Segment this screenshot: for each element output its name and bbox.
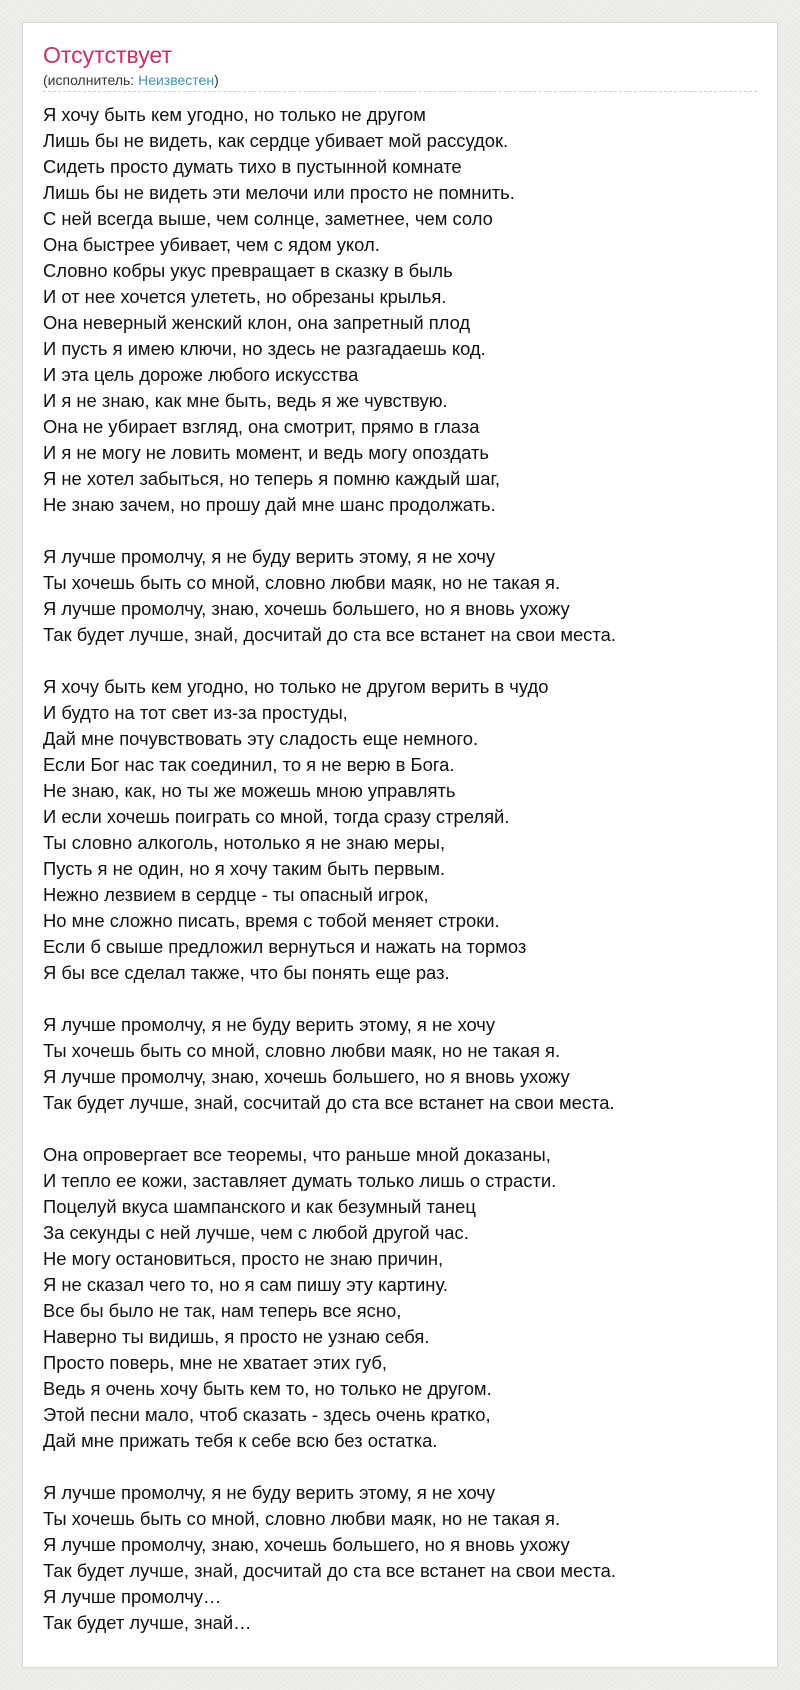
lyrics-stanza	[43, 1480, 757, 1636]
lyric-line: Я лучше промолчу, я не буду верить этому, я не хочу	[43, 1482, 496, 1503]
lyric-line: Она не убирает взгляд, она смотрит, прямо в глаза	[43, 416, 480, 437]
lyrics-stanza	[43, 102, 757, 518]
lyric-line: Ты словно алкоголь, нотолько я не знаю меры,	[43, 832, 446, 853]
lyric-line: Я лучше промолчу, я не буду верить этому, я не хочу	[43, 1014, 496, 1035]
lyric-line: За секунды с ней лучше, чем с любой другой час.	[43, 1222, 469, 1243]
lyric-line: Я лучше промолчу…	[43, 1586, 222, 1607]
lyric-line: Она опровергает все теоремы, что раньше мной доказаны,	[43, 1144, 551, 1165]
lyric-line: И я не знаю, как мне быть, ведь я же чувствую.	[43, 390, 448, 411]
lyric-line: Я лучше промолчу, знаю, хочешь большего, но я вновь ухожу	[43, 598, 570, 619]
lyric-line: Так будет лучше, знай, досчитай до ста все встанет на свои места.	[43, 1560, 616, 1581]
lyric-line: Так будет лучше, знай, досчитай до ста все встанет на свои места.	[43, 624, 616, 645]
lyric-line: Ты хочешь быть со мной, словно любви маяк, но не такая я.	[43, 1508, 561, 1529]
artist-suffix: )	[214, 72, 219, 88]
lyric-line: Ты хочешь быть со мной, словно любви маяк, но не такая я.	[43, 1040, 561, 1061]
lyrics-stanza	[43, 1142, 757, 1454]
lyric-line: И я не могу не ловить момент, и ведь могу опоздать	[43, 442, 489, 463]
lyric-line: Этой песни мало, чтоб сказать - здесь очень кратко,	[43, 1404, 491, 1425]
lyric-line: Если Бог нас так соединил, то я не верю в Бога.	[43, 754, 455, 775]
lyric-line: Лишь бы не видеть, как сердце убивает мой рассудок.	[43, 130, 509, 151]
lyric-line: Я лучше промолчу, знаю, хочешь большего, но я вновь ухожу	[43, 1534, 570, 1555]
lyric-line: Но мне сложно писать, время с тобой меняет строки.	[43, 910, 500, 931]
lyric-line: Я лучше промолчу, знаю, хочешь большего, но я вновь ухожу	[43, 1066, 570, 1087]
artist-link[interactable]: Неизвестен	[138, 72, 215, 88]
lyric-line: Она неверный женский клон, она запретный плод	[43, 312, 471, 333]
lyric-line: Просто поверь, мне не хватает этих губ,	[43, 1352, 387, 1373]
lyric-line: Словно кобры укус превращает в сказку в быль	[43, 260, 453, 281]
lyric-line: Я хочу быть кем угодно, но только не другом	[43, 104, 426, 125]
lyric-line: Поцелуй вкуса шампанского и как безумный танец	[43, 1196, 476, 1217]
lyric-line: И если хочешь поиграть со мной, тогда сразу стреляй.	[43, 806, 510, 827]
lyric-line: Я не хотел забыться, но теперь я помню каждый шаг,	[43, 468, 501, 489]
lyric-line: Не знаю, как, но ты же можешь мною управлять	[43, 780, 456, 801]
lyrics-stanza	[43, 674, 757, 986]
lyric-line: И тепло ее кожи, заставляет думать только лишь о страсти.	[43, 1170, 557, 1191]
lyric-line: Не могу остановиться, просто не знаю причин,	[43, 1248, 444, 1269]
lyrics-stanza	[43, 544, 757, 648]
lyrics-body	[43, 102, 757, 1636]
lyric-line: И будто на тот свет из-за простуды,	[43, 702, 348, 723]
lyric-line: Так будет лучше, знай…	[43, 1612, 252, 1633]
lyric-line: Она быстрее убивает, чем с ядом укол.	[43, 234, 380, 255]
lyric-line: Так будет лучше, знай, сосчитай до ста все встанет на свои места.	[43, 1092, 615, 1113]
lyric-line: И от нее хочется улететь, но обрезаны крылья.	[43, 286, 447, 307]
lyric-line: С ней всегда выше, чем солнце, заметнее, чем соло	[43, 208, 493, 229]
lyric-line: Сидеть просто думать тихо в пустынной комнате	[43, 156, 462, 177]
lyric-line: Все бы было не так, нам теперь все ясно,	[43, 1300, 402, 1321]
lyric-line: И эта цель дороже любого искусства	[43, 364, 359, 385]
lyric-line: Нежно лезвием в сердце - ты опасный игрок,	[43, 884, 429, 905]
lyric-line: Я не сказал чего то, но я сам пишу эту картину.	[43, 1274, 448, 1295]
lyric-line: Не знаю зачем, но прошу дай мне шанс продолжать.	[43, 494, 496, 515]
lyric-line: Если б свыше предложил вернуться и нажать на тормоз	[43, 936, 527, 957]
lyric-line: Лишь бы не видеть эти мелочи или просто не помнить.	[43, 182, 515, 203]
artist-prefix: (исполнитель:	[43, 72, 139, 88]
artist-line	[43, 71, 757, 92]
lyric-line: Я хочу быть кем угодно, но только не другом верить в чудо	[43, 676, 549, 697]
lyric-line: Ведь я очень хочу быть кем то, но только не другом.	[43, 1378, 492, 1399]
lyric-line: Я бы все сделал также, что бы понять еще раз.	[43, 962, 450, 983]
lyric-line: И пусть я имею ключи, но здесь не разгадаешь код.	[43, 338, 486, 359]
lyric-line: Наверно ты видишь, я просто не узнаю себя.	[43, 1326, 430, 1347]
lyric-line: Дай мне прижать тебя к себе всю без остатка.	[43, 1430, 438, 1451]
lyric-line: Пусть я не один, но я хочу таким быть первым.	[43, 858, 446, 879]
song-title: Отсутствует	[43, 42, 172, 68]
lyric-line: Дай мне почувствовать эту сладость еще немного.	[43, 728, 479, 749]
lyrics-stanza	[43, 1012, 757, 1116]
lyric-line: Ты хочешь быть со мной, словно любви маяк, но не такая я.	[43, 572, 561, 593]
lyric-line: Я лучше промолчу, я не буду верить этому, я не хочу	[43, 546, 496, 567]
lyrics-card	[22, 22, 778, 1668]
